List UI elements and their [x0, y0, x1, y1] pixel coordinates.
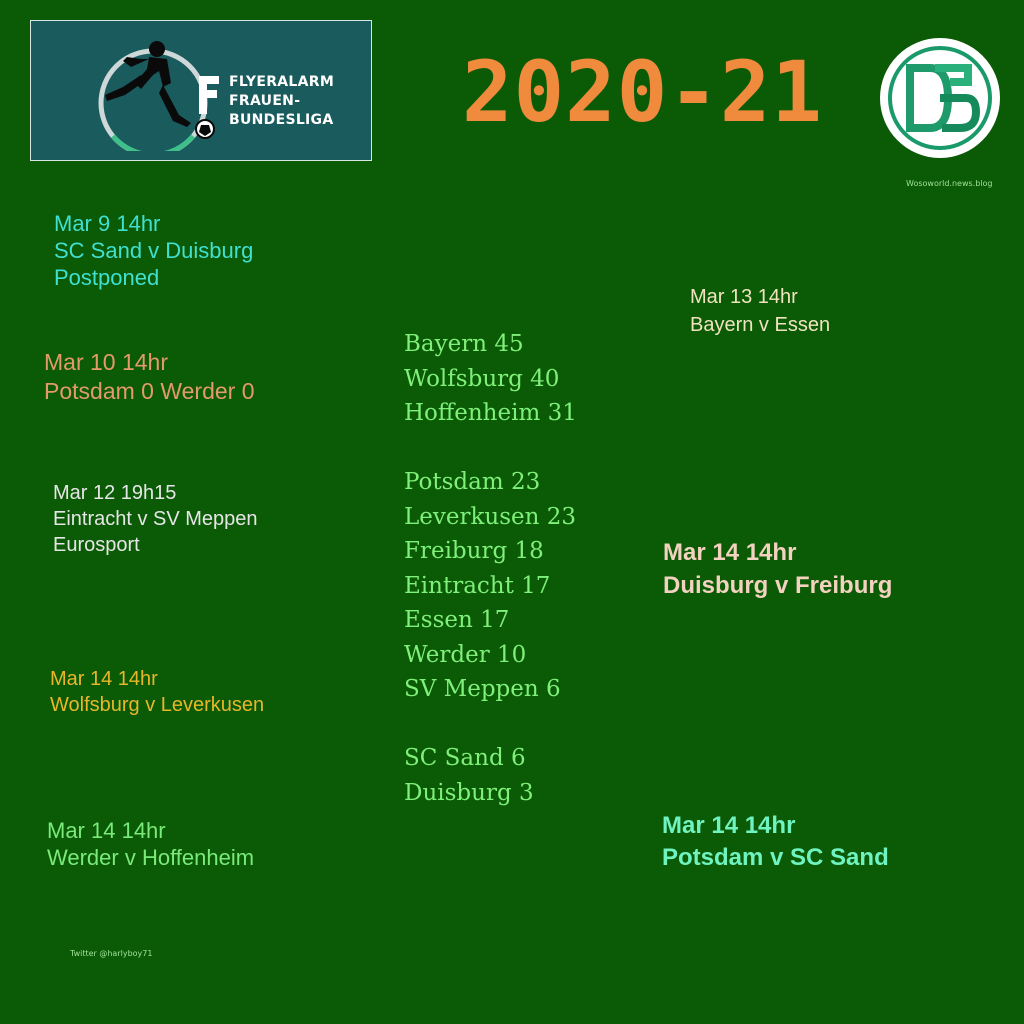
standings-row: Essen 17	[404, 607, 510, 633]
fixture-match: Duisburg v Freiburg	[663, 572, 893, 599]
standings-spacer	[404, 431, 577, 466]
fixture-werder-hoffenheim	[47, 817, 254, 871]
standings-row: SC Sand 6	[404, 745, 526, 771]
fixture-result: Potsdam 0 Werder 0	[44, 378, 255, 404]
fixture-match: Wolfsburg v Leverkusen	[50, 694, 265, 716]
standings-row: Potsdam 23	[404, 469, 541, 495]
league-f-mark-icon	[197, 74, 221, 116]
fixture-date: Mar 14 14hr	[47, 818, 166, 843]
standings-row: Freiburg 18	[404, 538, 544, 564]
fixture-date: Mar 14 14hr	[50, 668, 158, 690]
fixture-bayern-essen	[690, 283, 830, 339]
fixture-date: Mar 12 19h15	[53, 482, 177, 504]
standings-row: Eintracht 17	[404, 572, 551, 599]
standings-row: Bayern 45	[404, 331, 524, 357]
standings-row: Werder 10	[404, 641, 527, 668]
standings-group-top	[404, 327, 577, 431]
fixture-broadcaster: Eurosport	[53, 534, 140, 556]
fixture-duisburg-freiburg	[663, 536, 892, 602]
blog-credit: Wosoworld.news.blog	[906, 179, 993, 188]
fixture-match: Eintracht v SV Meppen	[53, 508, 258, 530]
league-name-line-3: BUNDESLIGA	[229, 112, 334, 128]
fixture-wolfsburg-leverkusen	[50, 666, 264, 718]
standings-group-bottom	[404, 741, 577, 810]
fixture-date: Mar 13 14hr	[690, 286, 798, 308]
fixture-potsdam-werder	[44, 348, 255, 406]
fixture-match: Werder v Hoffenheim	[47, 845, 255, 870]
league-name-line-1: FLYERALARM	[229, 74, 335, 90]
fixture-potsdam-sand	[662, 810, 889, 874]
fixture-date: Mar 9 14hr	[54, 211, 161, 236]
league-name-line-2: FRAUEN-	[229, 93, 301, 109]
standings-row: Leverkusen 23	[404, 503, 577, 530]
standings-row: Wolfsburg 40	[404, 365, 560, 392]
standings-group-middle	[404, 465, 577, 707]
season-title: 2020-21	[462, 43, 824, 141]
fixture-date: Mar 10 14hr	[44, 349, 169, 375]
dfb-crest-icon	[880, 38, 1000, 158]
fixture-eintracht-meppen	[53, 480, 258, 558]
fixture-match: SC Sand v Duisburg	[54, 238, 254, 263]
fixture-date: Mar 14 14hr	[663, 539, 797, 566]
standings-row: SV Meppen 6	[404, 676, 561, 702]
fixture-note: Postponed	[54, 265, 160, 290]
fixture-date: Mar 14 14hr	[662, 812, 796, 839]
standings-row: Duisburg 3	[404, 779, 534, 806]
twitter-credit: Twitter @harlyboy71	[70, 949, 153, 958]
fixture-match: Bayern v Essen	[690, 314, 831, 336]
league-logo-banner	[30, 20, 372, 161]
fixture-match: Potsdam v SC Sand	[662, 844, 889, 871]
standings-row: Hoffenheim 31	[404, 400, 577, 426]
standings-spacer	[404, 707, 577, 742]
league-standings	[404, 327, 577, 810]
fixture-sand-duisburg	[54, 210, 253, 291]
